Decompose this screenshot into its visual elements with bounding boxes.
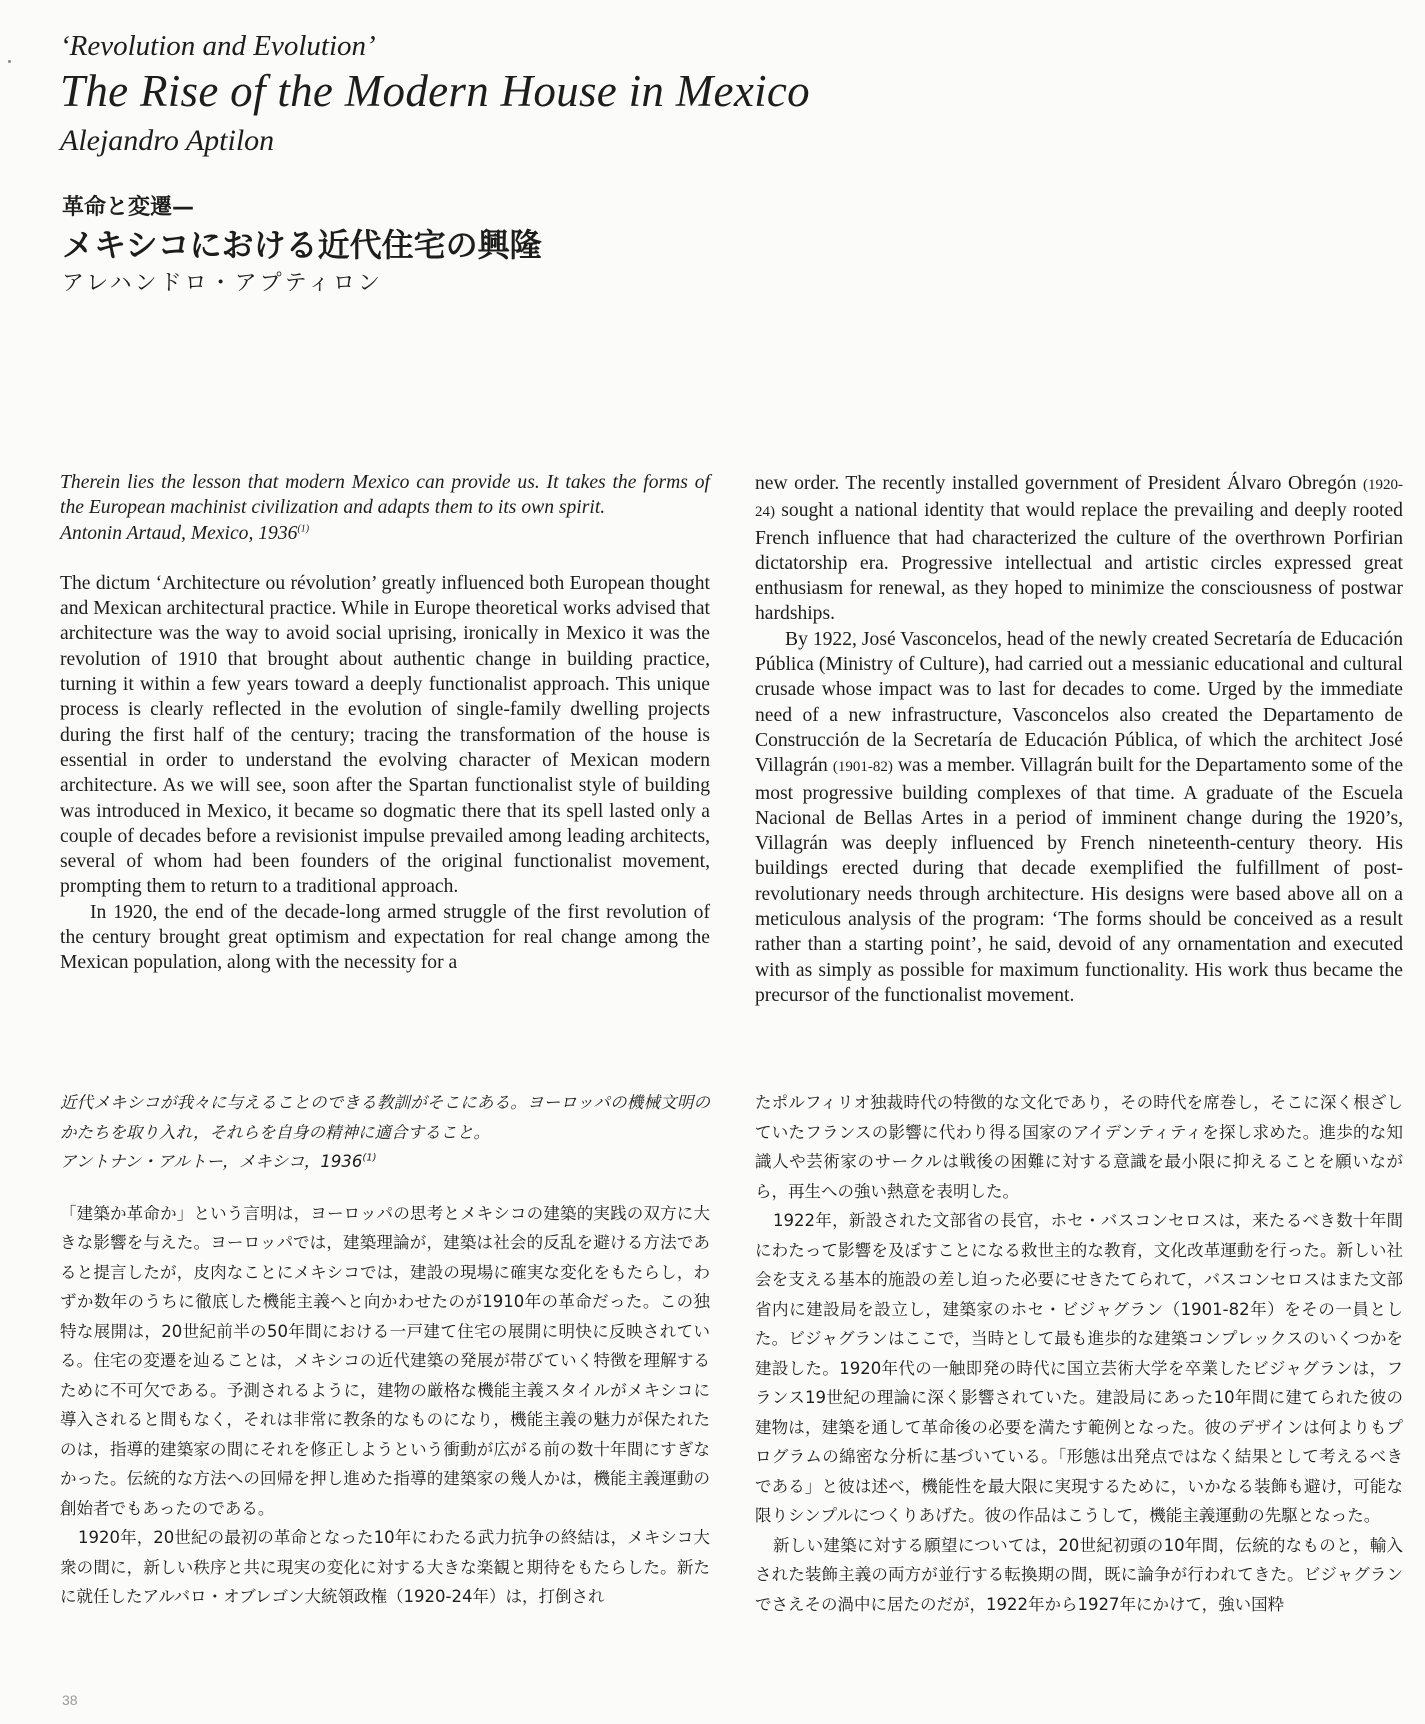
english-title-block (60, 28, 1060, 162)
body-paragraph: new order. The recently installed government of President Álvaro Obregón (1920-24) sought a national identity that would replace the prevailing and deeply rooted French influence that had characterized the culture of the overthrown Porfirian dictatorship era. Progressive intellectual and artistic circles expressed great enthusiasm for renewal, as they hoped to minimize the consciousness of postwar hardships. (755, 473, 1403, 625)
english-column-right (755, 471, 1403, 1008)
japanese-title-block (62, 193, 962, 301)
scan-mark (8, 60, 11, 63)
page-number: 38 (62, 1692, 78, 1708)
epigraph-attribution: Antonin Artaud, Mexico, 1936$^{(1)}$ (60, 522, 310, 544)
body-paragraph: The dictum ‘Architecture ou révolution’ greatly influenced both European thought and Mexican architectural practice. While in Europe theoretical works advised that architecture was the way to avoid social uprising, ironically in Mexico it was the revolution of 1910 that brought about authentic change in building practice, turning it within a few years toward a deeply functionalist approach. This unique process is clearly reflected in the evolution of single-family dwelling projects during the first half of the century; tracing the transformation of the house is essential in order to understand the evolving character of Mexican modern architecture. As we will see, soon after the Spartan functionalist style of building was introduced in Mexico, it became so dogmatic there that its spell lasted only a couple of decades before a revisionist impulse prevailed among leading architects, several of whom had been founders of the original functionalist movement, prompting them to return to a traditional approach. (60, 572, 710, 898)
title-prefix: ‘Revolution and Evolution’ (60, 30, 376, 62)
jp-page-title: メキシコにおける近代住宅の興隆 (62, 226, 542, 264)
body-paragraph: In 1920, the end of the decade-long armed struggle of the first revolution of the century brought great optimism and expectation for real change among the Mexican population, along with the necessity for a (60, 901, 710, 974)
jp-body-paragraph: 「建築か革命か」という言明は，ヨーロッパの思考とメキシコの建築的実践の双方に大きな影響を与えた。ヨーロッパでは，建築理論が，建築は社会的反乱を避ける方法であると提言したが，皮肉なことにメキシコでは，建設の現場に確実な変化をもたらし，わずか数年のうちに徹底した機能主義へと向かわせたのが1910年の革命だった。この独特な展開は，20世紀前半の50年間における一戸建て住宅の展開に明快に反映されている。住宅の変遷を辿ることは，メキシコの近代建築の発展が帯びていく特徴を理解するために不可欠である。予測されるように，建物の厳格な機能主義スタイルがメキシコに導入されると間もなく，それは非常に教条的なものになり，機能主義の魅力が保たれたのは，指導的建築家の間にそれを修正しようという衝動が広がる前の数十年間にすぎなかった。伝統的な方法への回帰を押し進めた指導的建築家の幾人かは，機能主義運動の創始者でもあったのである。 (60, 1203, 710, 1518)
japanese-column-left (60, 1088, 710, 1612)
jp-body-paragraph: 1922年，新設された文部省の長官，ホセ・バスコンセロスは，来たるべき数十年間にわたって影響を及ぼすことになる救世主的な教育，文化改革運動を行った。新しい社会を支える基本的施設の差し迫った必要にせきたてられて，バスコンセロスはまた文部省内に建設局を設立し，建築家のホセ・ビジャグラン（1901-82年）をその一員とした。ビジャグランはここで，当時として最も進歩的な建築コンプレックスのいくつかを建設した。1920年代の一触即発の時代に国立芸術大学を卒業したビジャグランは，フランス19世紀の理論に深く影響されていた。建設局にあった10年間に建てられた彼の建物は，建築を通して革命後の必要を満たす範例となった。彼のデザインは何よりもプログラムの綿密な分析に基づいている。「形態は出発点ではなく結果として考えるべきである」と彼は述べ，機能性を最大限に実現するために，いかなる装飾も避け，可能な限りシンプルにつくりあげた。彼の作品はこうして，機能主義運動の先駆となった。 (755, 1211, 1403, 1525)
jp-epigraph-attribution: アントナン・アルトー，メキシコ，1936$^{(1)}$ (60, 1152, 377, 1171)
jp-body-paragraph: たポルフィリオ独裁時代の特徴的な文化であり，その時代を席巻し，そこに深く根ざしていたフランスの影響に代わり得る国家のアイデンティティを探し求めた。進歩的な知識人や芸術家のサークルは戦後の困難に対する意識を最小限に抑えることを願いながら，再生への強い熱意を表明した。 (755, 1093, 1403, 1201)
english-column-left (60, 470, 710, 976)
jp-title-prefix: 革命と変遷— (62, 195, 195, 220)
jp-author-name: アレハンドロ・アプティロン (62, 271, 383, 296)
page-title: The Rise of the Modern House in Mexico (60, 66, 810, 116)
japanese-column-right (755, 1088, 1403, 1619)
epigraph-quote: Therein lies the lesson that modern Mexico can provide us. It takes the forms of the European machinist civilization and adapts them to its own spirit. (60, 472, 710, 519)
jp-body-paragraph: 1920年，20世紀の最初の革命となった10年にわたる武力抗争の終結は，メキシコ大衆の間に，新しい秩序と共に現実の変化に対する大きな楽観と期待をもたらした。新たに就任したアルバロ・オブレゴン大統領政権（1920-24年）は，打倒され (60, 1528, 710, 1606)
author-name: Alejandro Aptilon (60, 124, 275, 157)
jp-body-paragraph: 新しい建築に対する願望については，20世紀初頭の10年間，伝統的なものと，輸入された装飾主義の両方が並行する転換期の間，既に論争が行われてきた。ビジャグランでさえその渦中に居たのだが，1922年から1927年にかけて，強い国粋 (755, 1535, 1403, 1614)
body-paragraph: By 1922, José Vasconcelos, head of the newly created Secretaría de Educación Pública (Ministry of Culture), had carried out a messianic educational and cultural crusade whose impact was to last for decades to come. Urged by the immediate need of a new infrastructure, Vasconcelos also created the Departamento de Construcción de la Secretaría de Educación Pública, of which the architect José Villagrán (1901-82) was a member. Villagrán built for the Departamento some of the most progressive building complexes of that time. A graduate of the Escuela Nacional de Bellas Artes in a period of imminent change during the 1920’s, Villagrán was deeply influenced by French nineteenth-century theory. His buildings erected during that decade exemplified the fulfillment of post-revolutionary needs through architecture. His designs were based above all on a meticulous analysis of the program: ‘The forms should be conceived as a result rather than a starting point’, he said, devoid of any ornamentation and executed with as simply as possible for maximum functionality. His work thus became the precursor of the functionalist movement. (755, 628, 1404, 1006)
jp-epigraph-quote: 近代メキシコが我々に与えることのできる教訓がそこにある。ヨーロッパの機械文明のかたちを取り入れ，それらを自身の精神に適合すること。 (60, 1093, 710, 1142)
